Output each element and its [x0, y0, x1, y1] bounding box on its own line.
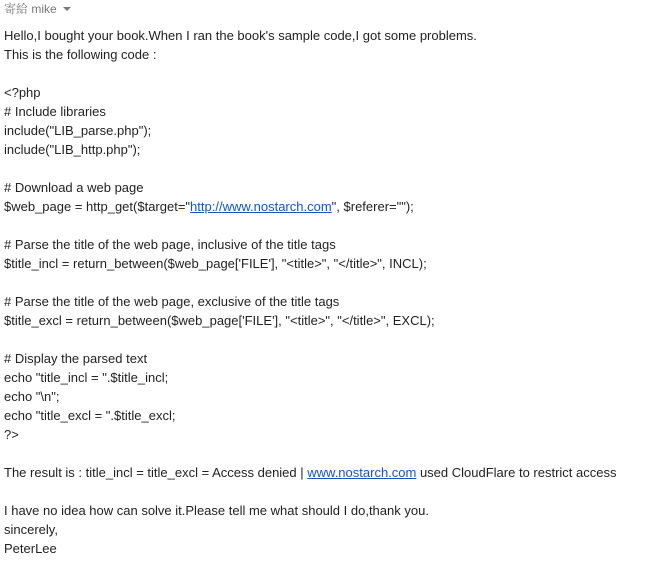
result-line: [4, 463, 644, 482]
blank-line: [4, 444, 644, 463]
code-line: ?>: [4, 427, 19, 442]
intro-line: This is the following code :: [4, 47, 157, 62]
code-line: $title_incl = return_between($web_page['FILE'], "<title>", "</title>", INCL);: [4, 256, 427, 271]
blank-line: [4, 330, 644, 349]
code-line: $title_excl = return_between($web_page['FILE'], "<title>", "</title>", EXCL);: [4, 313, 435, 328]
blank-line: [4, 64, 644, 83]
signature-line: PeterLee: [4, 541, 57, 556]
code-line: <?php: [4, 85, 41, 100]
code-line: # Parse the title of the web page, exclusive of the title tags: [4, 294, 340, 309]
greeting-line: Hello,I bought your book.When I ran the book's sample code,I got some problems.: [4, 28, 477, 43]
blank-line: [4, 159, 644, 178]
code-line: echo "title_excl = ".$title_excl;: [4, 408, 176, 423]
closing-line: I have no idea how can solve it.Please tell me what should I do,thank you.: [4, 503, 429, 518]
nostarch-code-link[interactable]: http://www.nostarch.com: [190, 199, 332, 214]
code-line-with-link: [4, 197, 644, 216]
code-line: echo "\n";: [4, 389, 60, 404]
result-text: The result is : title_incl = title_excl = Access denied |: [4, 465, 308, 480]
code-text: $web_page = http_get($target=": [4, 199, 191, 214]
recipient-label: 寄給 mike: [4, 1, 57, 16]
result-text: used CloudFlare to restrict access: [416, 465, 617, 480]
code-line: # Parse the title of the web page, inclusive of the title tags: [4, 237, 336, 252]
code-line: # Display the parsed text: [4, 351, 148, 366]
code-line: # Download a web page: [4, 180, 144, 195]
code-line: echo "title_incl = ".$title_incl;: [4, 370, 169, 385]
code-line: # Include libraries: [4, 104, 106, 119]
code-text: ", $referer="");: [331, 199, 414, 214]
caret-down-icon[interactable]: [63, 7, 71, 11]
nostarch-result-link[interactable]: www.nostarch.com: [307, 465, 417, 480]
blank-line: [4, 482, 644, 501]
blank-line: [4, 216, 644, 235]
sign-off-line: sincerely,: [4, 522, 58, 537]
code-line: include("LIB_parse.php");: [4, 123, 152, 138]
blank-line: [4, 273, 644, 292]
code-line: include("LIB_http.php");: [4, 142, 141, 157]
recipient-dropdown[interactable]: [4, 0, 71, 16]
message-body: [4, 26, 644, 558]
